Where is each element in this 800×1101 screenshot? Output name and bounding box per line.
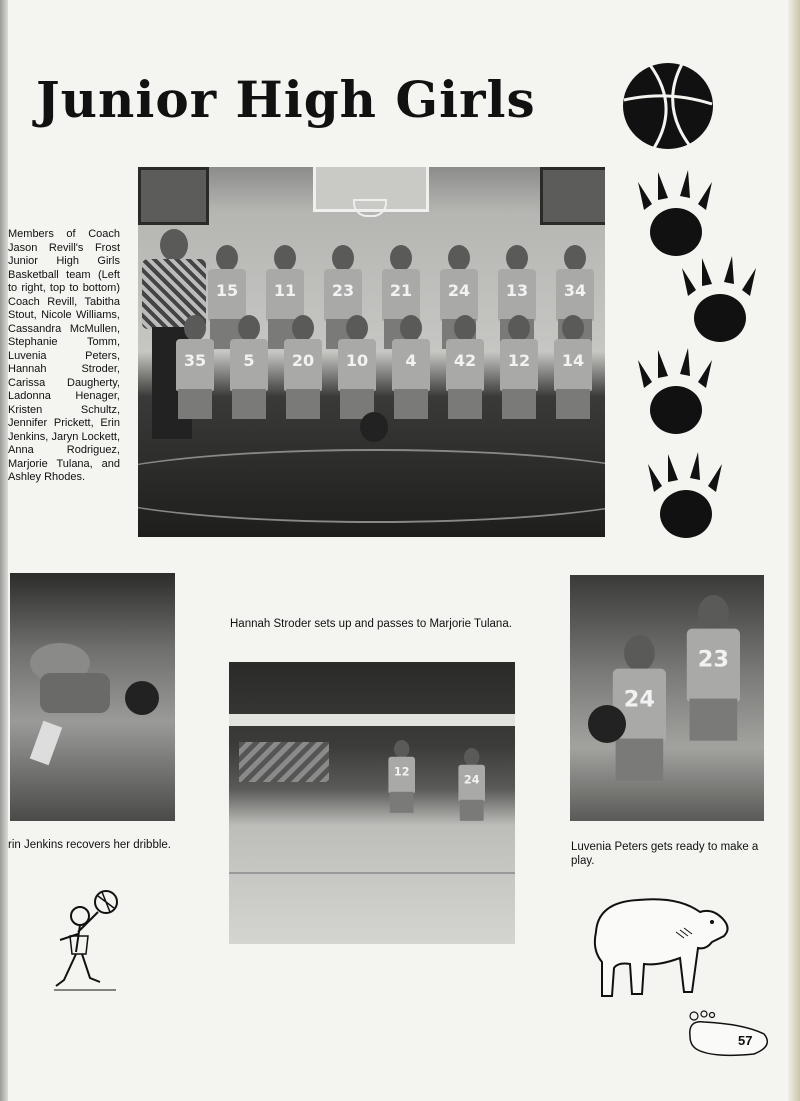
jersey-number: 15 — [215, 281, 239, 300]
jersey-number: 20 — [291, 351, 315, 370]
action-photo-center — [229, 662, 515, 944]
cartoon-player-icon — [50, 886, 126, 994]
player-figure — [282, 315, 324, 435]
player-figure — [444, 315, 486, 435]
action-photo-left — [10, 573, 175, 821]
team-caption: Members of Coach Jason Revill's Frost Junior High Girls Basketball team (Left to right, top to bottom) Coach Revill, Tabitha Stout, Nicole Williams, Cassandra McMullen, Stephanie Tomm, Luvenia Peters, Hannah Stroder, Carissa Daugherty, Ladonna Henager, Kristen Schultz, Jennifer Prickett, Erin Jenkins, Jaryn Lockett, Anna Rodriguez, Marjorie Tulana, and Ashley Rhodes. — [8, 228, 120, 483]
team-photo — [138, 167, 605, 537]
court-line — [138, 449, 605, 523]
player-figure — [498, 315, 540, 435]
player-figure — [390, 315, 432, 435]
jersey-number: 35 — [183, 351, 207, 370]
jersey-number: 14 — [561, 351, 585, 370]
jersey-number: 11 — [273, 281, 297, 300]
jersey-number: 24 — [463, 773, 480, 787]
left-caption: rin Jenkins recovers her dribble. — [8, 839, 171, 851]
right-caption: Luvenia Peters gets ready to make a play. — [571, 841, 759, 867]
player-figure — [387, 740, 416, 824]
basketball — [360, 412, 388, 442]
jersey-number: 42 — [453, 351, 477, 370]
jersey-number: 24 — [623, 685, 655, 712]
player-figure — [228, 315, 270, 435]
jersey-number: 4 — [405, 351, 417, 370]
gym-window — [540, 167, 605, 225]
page-edge — [788, 0, 800, 1101]
jersey-number: 34 — [563, 281, 587, 300]
jersey-number: 13 — [505, 281, 529, 300]
paw-print-icon — [636, 170, 716, 260]
paw-print-icon — [636, 348, 716, 438]
gym-window — [138, 167, 209, 225]
jersey-number: 21 — [389, 281, 413, 300]
center-caption: Hannah Stroder sets up and passes to Marjorie Tulana. — [230, 618, 512, 630]
jersey-number: 24 — [447, 281, 471, 300]
player-figure — [174, 315, 216, 435]
polar-bear-icon — [588, 892, 732, 1002]
hoop — [353, 199, 387, 217]
player-figure — [457, 748, 486, 832]
page-title: Junior High Girls — [36, 70, 536, 129]
paw-print-icon — [646, 452, 726, 542]
basketball-icon — [620, 60, 716, 152]
jersey-number: 12 — [393, 765, 410, 779]
action-photo-right — [570, 575, 764, 821]
paw-print-icon — [680, 256, 760, 346]
jersey-number: 23 — [697, 645, 729, 672]
page-spine — [0, 0, 8, 1101]
page-number: 57 — [738, 1033, 753, 1048]
player-figure — [684, 595, 743, 763]
player-figure — [552, 315, 594, 435]
gym-wall-stripe — [229, 714, 515, 726]
court-line — [229, 872, 515, 874]
bleachers — [239, 742, 329, 782]
jersey-number: 10 — [345, 351, 369, 370]
footprint-icon — [684, 1010, 774, 1060]
jersey-number: 12 — [507, 351, 531, 370]
jersey-number: 5 — [243, 351, 255, 370]
jersey-number: 23 — [331, 281, 355, 300]
basketball — [588, 705, 626, 743]
